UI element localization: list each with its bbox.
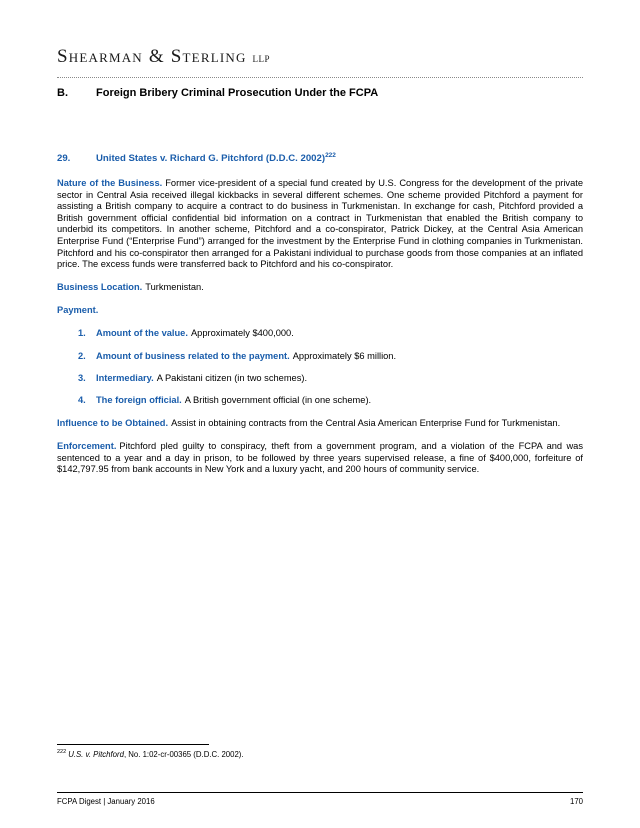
payment-label: Payment. (57, 305, 99, 316)
enforcement-text: Pitchford pled guilty to conspiracy, theft from a government program, and a violation of the FCPA and was sentenced to a year and a day in prison, to be followed by three years supervised release, a fine of $400,000, forfeiture of $142,797.95 from bank accounts in New York and a luxury yacht, and 200 hours of community service. (57, 440, 583, 475)
list-item-text: Approximately $400,000. (190, 328, 294, 339)
paragraph-business-location (57, 282, 583, 294)
list-item-text: Approximately $6 million. (292, 350, 397, 361)
list-item-label: Amount of business related to the payment. (96, 350, 290, 361)
footer-title: FCPA Digest | January 2016 (57, 797, 155, 806)
list-item-number: 1. (78, 328, 86, 339)
case-footnote-ref: 222 (325, 151, 336, 159)
list-item-number: 2. (78, 350, 86, 361)
page-footer (57, 792, 583, 806)
payment-list (57, 328, 583, 406)
location-label: Business Location. (57, 282, 143, 293)
firm-logo-name: Shearman & Sterling (57, 46, 247, 67)
list-item-number: 3. (78, 372, 86, 383)
paragraph-influence (57, 418, 583, 430)
paragraph-enforcement (57, 441, 583, 476)
list-item-number: 4. (78, 394, 86, 405)
firm-logo (57, 46, 583, 68)
location-text: Turkmenistan. (145, 282, 204, 293)
section-number: B. (57, 87, 68, 99)
list-item (57, 351, 583, 363)
paragraph-payment (57, 305, 583, 317)
case-number: 29. (57, 153, 71, 164)
list-item (57, 395, 583, 407)
header-divider (57, 77, 583, 78)
footnote-ref: 222 (57, 749, 67, 756)
section-title: Foreign Bribery Criminal Prosecution Under the FCPA (96, 87, 379, 99)
footnote-divider (57, 744, 209, 745)
footnote-case-name: U.S. v. Pitchford (68, 750, 124, 759)
list-item (57, 373, 583, 385)
section-heading (57, 87, 583, 99)
list-item-label: Amount of the value. (96, 328, 188, 339)
list-item (57, 328, 583, 340)
footnote-block (57, 744, 583, 760)
firm-logo-suffix: LLP (252, 54, 271, 64)
influence-label: Influence to be Obtained. (57, 417, 169, 428)
footnote-rest: , No. 1:02-cr-00365 (D.D.C. 2002). (123, 750, 244, 759)
influence-text: Assist in obtaining contracts from the Central Asia American Enterprise Fund for Turkmenistan. (171, 417, 561, 428)
paragraph-nature-of-business (57, 178, 583, 271)
list-item-text: A British government official (in one scheme). (184, 394, 372, 405)
case-title: United States v. Richard G. Pitchford (D.D.C. 2002) (96, 153, 326, 164)
enforcement-label: Enforcement. (57, 440, 117, 451)
list-item-text: A Pakistani citizen (in two schemes). (156, 372, 308, 383)
footnote-text (57, 750, 583, 760)
footer-page-number: 170 (569, 797, 583, 806)
list-item-label: The foreign official. (96, 394, 182, 405)
nature-label: Nature of the Business. (57, 178, 163, 188)
nature-text: Former vice-president of a special fund created by U.S. Congress for the development of the private sector in Central Asia received illegal kickbacks in several different schemes. One scheme provided Pitchford a payment for assisting a British company to acquire a contract to do business in Turkmenistan. In exchange for cash, Pitchford provided a British government official confidential bid information on a contract in Turkmenistan that enabled the British company to underbid its competitors. In another scheme, Pitchford and a co-conspirator, Patrick Dickey, at the Central Asia American Enterprise Fund (“Enterprise Fund”) arranged for the investment by the Enterprise Fund in clothing companies in Turkmenistan. Pitchford and his co-conspirator then arranged for a Pakistani individual to purchase goods from those companies at an inflated price. The excess funds were transferred back to Pitchford and his co-conspirator. (57, 178, 583, 270)
case-heading (57, 153, 583, 164)
list-item-label: Intermediary. (96, 372, 154, 383)
